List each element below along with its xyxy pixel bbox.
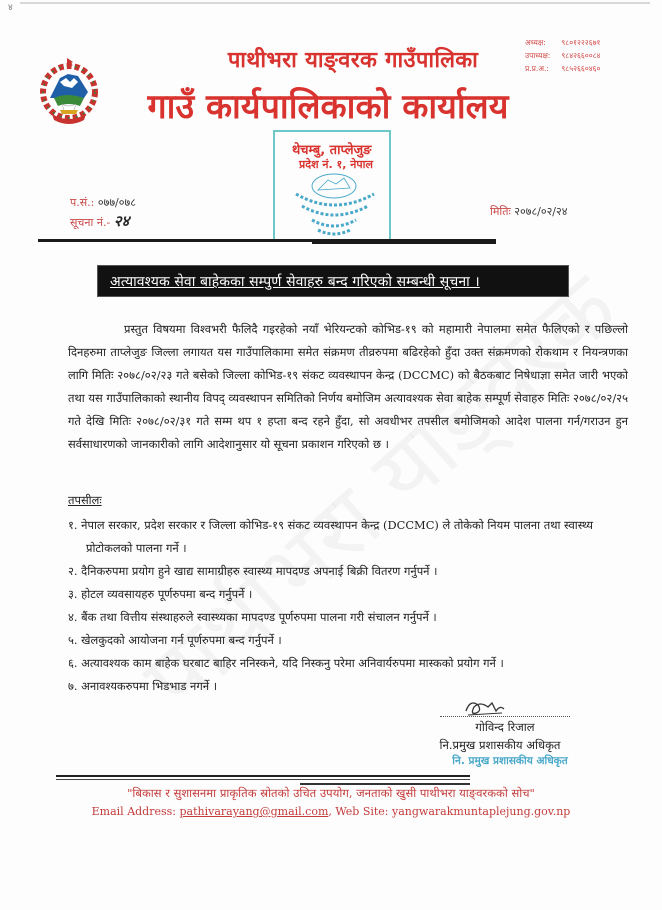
notice-number-label: सूचना नं.- bbox=[70, 216, 111, 229]
nepal-emblem-icon bbox=[38, 52, 100, 132]
letter-number-label: प.सं.: bbox=[70, 196, 95, 209]
date-value: २०७८/०२/२४ bbox=[514, 205, 568, 218]
list-item: ६. अत्यावश्यक काम बाहेक घरबाट बाहिर ननिस्कने, यदि निस्कनु परेमा अनिवार्यरुपमा मास्कको प्रयोग गर्ने । bbox=[68, 656, 504, 670]
footer-divider bbox=[56, 779, 470, 780]
footer-contact bbox=[0, 805, 662, 818]
municipality-name: पाथीभरा याङ्वरक गाउँपालिका bbox=[227, 48, 479, 73]
contact-value: ९८०१२२२६७१ bbox=[561, 38, 601, 47]
body-paragraph: प्रस्तुत विषयमा विश्वभरी फैलिदै गइरहेको नयाँ भेरियन्टको कोभिड-१९ को महामारी नेपालमा समेत फैलिएको र पछिल्लो दिनहरुमा ताप्लेजुङ जिल्ला लगायत यस गाउँपालिकामा समेत संक्रमण तीव्ररुपमा बढिरहेको हुँदा उक्त संक्रमणको रोकथाम र नियन्त्रणका लागि मितिः २०७८/०२/२३ गते बसेको जिल्ला कोभिड-१९ संकट व्यवस्थापन केन्द्र (DCCMC) को बैठकबाट निषेधाज्ञा समेत जारी भएको तथा यस गाउँपालिकाको स्थानीय विपद् व्यवस्थापन समितिको निर्णय बमोजिम अत्यावश्यक सेवा बाहेक सम्पूर्ण सेवाहरु मितिः २०७८/०२/२५ गते देखि मितिः २०७८/०२/३१ गते सम्म थप १ हप्ता बन्द रहने हुँदा, सो अवधीभर तपसील बमोजिमको आदेश पालना गर्न/गराउन हुन सर्वसाधारणको जानकारीको लागि आदेशानुसार यो सूचना प्रकाशन गरिएको छ । bbox=[68, 322, 628, 451]
contact-label: अध्यक्ष: bbox=[525, 38, 546, 47]
list-item: १. नेपाल सरकार, प्रदेश सरकार र जिल्ला कोभिड-१९ संकट व्यवस्थापन केन्द्र (DCCMC) ले तोकेको नियम पालना तथा स्वास्थ्य प्रोटोकलको पालना गर्ने । bbox=[68, 518, 593, 555]
list-item: ७. अनावश्यकरुपमा भिडभाड नगर्ने । bbox=[68, 679, 218, 693]
subject-text: अत्यावश्यक सेवा बाहेकका सम्पुर्ण सेवाहरु बन्द गरिएको सम्बन्धी सूचना । bbox=[110, 274, 480, 290]
contact-vice-chairperson bbox=[525, 49, 600, 62]
stamp-address-line: थेचम्बु, ताप्लेजुङ bbox=[292, 143, 372, 158]
list-item: ५. खेलकुदको आयोजना गर्न पूर्णरुपमा बन्द गर्नुपर्ने । bbox=[68, 633, 282, 647]
details-heading: तपसीलः bbox=[68, 493, 102, 507]
contact-numbers bbox=[525, 36, 600, 75]
header-divider bbox=[312, 241, 496, 244]
letter-number: ०७७/०७८ bbox=[97, 196, 136, 209]
contact-label: उपाध्यक्ष: bbox=[525, 51, 551, 60]
date-row bbox=[490, 204, 567, 219]
reference-block bbox=[70, 194, 136, 232]
contact-value: ९८५२६६०४६० bbox=[561, 64, 601, 73]
footer-divider bbox=[56, 775, 470, 777]
contact-value: ९८४२६६००८४ bbox=[561, 51, 601, 60]
office-seal-icon bbox=[290, 172, 378, 242]
letter-number-row bbox=[70, 194, 136, 212]
office-name: गाउँ कार्यपालिकाको कार्यालय bbox=[147, 87, 509, 127]
directive-list bbox=[68, 514, 638, 698]
email-link[interactable]: pathivarayang@gmail.com bbox=[179, 805, 329, 818]
website-label: , Web Site: bbox=[328, 805, 389, 818]
subject-banner bbox=[98, 266, 568, 296]
contact-chairperson bbox=[525, 36, 600, 49]
website-link[interactable]: yangwarakmuntaplejung.gov.np bbox=[392, 805, 571, 818]
email-label: Email Address: bbox=[91, 805, 176, 818]
list-item: २. दैनिकरुपमा प्रयोग हुने खाद्य सामाग्रीहरु स्वास्थ्य मापदण्ड अपनाई बिक्री वितरण गर्नुपर्ने । bbox=[68, 564, 438, 578]
contact-cao bbox=[525, 62, 600, 75]
corner-mark: ४ bbox=[8, 3, 13, 13]
footer-divider bbox=[300, 783, 470, 785]
list-item: ३. होटल व्यवसायहरु पूर्णरुपमा बन्द गर्नुपर्ने । bbox=[68, 587, 253, 601]
notice-body bbox=[68, 318, 628, 456]
footer-motto: "बिकास र सुशासनमा प्राकृतिक स्रोतको उचित उपयोग, जनताको खुसी पाथीभरा याङ्वरकको सोच" bbox=[127, 786, 535, 800]
signatory-designation: नि.प्रमुख प्रशासकीय अधिकृत bbox=[439, 738, 561, 752]
designation-stamp: नि. प्रमुख प्रशासकीय अधिकृत bbox=[452, 755, 568, 767]
notice-number-row bbox=[70, 212, 136, 232]
date-label: मितिः bbox=[490, 205, 511, 218]
signature-line bbox=[440, 716, 570, 717]
page-edge bbox=[20, 2, 650, 4]
stamp-province-line: प्रदेश नं. १, नेपाल bbox=[299, 158, 373, 171]
contact-label: प्र.प्र.अ.: bbox=[525, 64, 549, 73]
list-item: ४. बैंक तथा वित्तीय संस्थाहरुले स्वास्थ्यका मापदण्ड पूर्णरुपमा पालना गरी संचालन गर्नुपर्ने । bbox=[68, 610, 437, 624]
notice-number: २४ bbox=[113, 212, 130, 230]
signatory-name: गोविन्द रिजाल bbox=[475, 720, 535, 734]
